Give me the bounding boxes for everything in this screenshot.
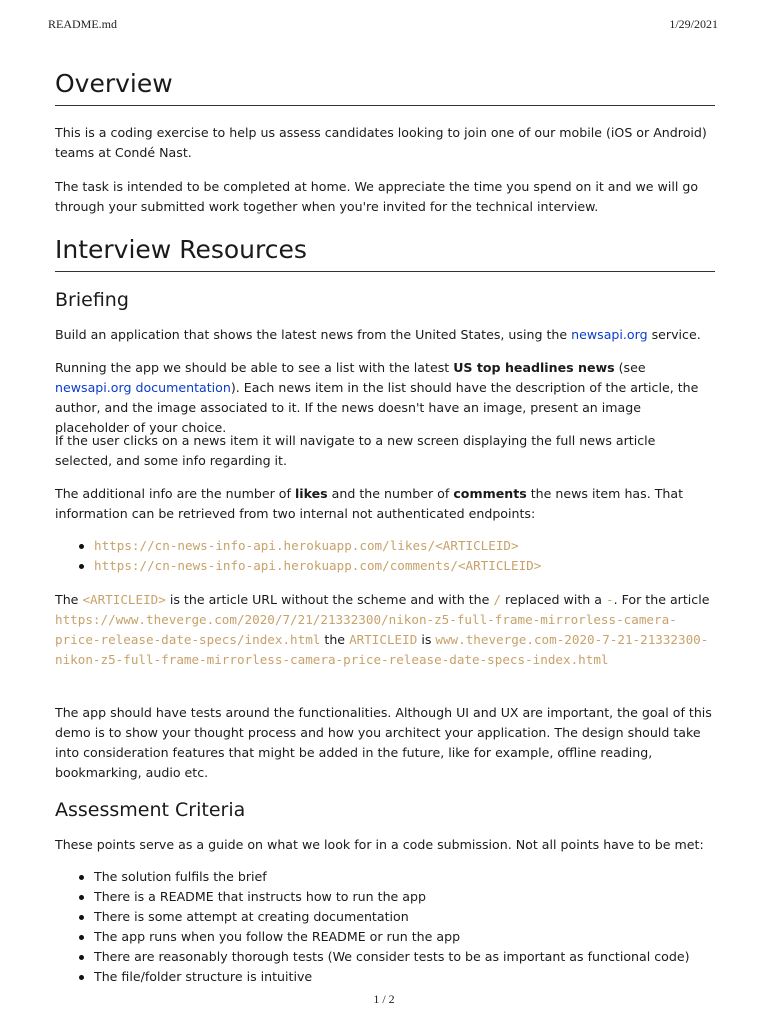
briefing-paragraph-6: The app should have tests around the functionalities. Although UI and UX are important, the goal of this demo is to show your thought process and how you architect your application. The design should take into consideration features that might be added in the future, like for example, offline reading, bookmarking, audio etc. — [55, 705, 712, 780]
newsapi-documentation-link[interactable]: newsapi.org documentation — [55, 380, 231, 395]
briefing-paragraph-1: Build an application that shows the latest news from the United States, using the newsapi.org service. — [55, 327, 701, 342]
print-date: 1/29/2021 — [669, 17, 718, 31]
overview-paragraph-2: The task is intended to be completed at home. We appreciate the time you spend on it and we will go through your submitted work together when you're invited for the technical interview. — [55, 179, 699, 214]
print-filename: README.md — [48, 17, 117, 31]
likes-bold: likes — [294, 486, 328, 501]
interview-resources-heading: Interview Resources — [55, 235, 715, 272]
assessment-criteria-heading: Assessment Criteria — [55, 799, 246, 821]
briefing-paragraph-5: The <ARTICLEID> is the article URL without the scheme and with the / replaced with a -. For the article https://www.theverge.com/2020/7/21/21332300/nikon-z5-full-frame-mirrorless-camera-price-release-date-specs/index.html the ARTICLEID is www.theverge.com-2020-7-21-21332300-nikon-z5-full-frame-mirrorless-camera-price-release-date-specs-index.html — [55, 592, 710, 667]
briefing-paragraph-4: The additional info are the number of likes and the number of comments the news item has. That information can be retrieved from two internal not authenticated endpoints: — [55, 486, 684, 521]
briefing-paragraph-2: Running the app we should be able to see a list with the latest US top headlines news (see newsapi.org documentation). Each news item in the list should have the description of the article, the author, and the image associated to it. If the news doesn't have an image, present an image placeholder of your choice. — [55, 360, 699, 435]
overview-heading: Overview — [55, 69, 715, 106]
endpoint-comments: https://cn-news-info-api.herokuapp.com/comments/<ARTICLEID> — [77, 556, 717, 576]
criteria-item: There is some attempt at creating documentation — [77, 907, 717, 927]
example-articleid: www.theverge.com-2020-7-21-21332300-nikon-z5-full-frame-mirrorless-camera-price-release-date-specs-index.html — [55, 632, 709, 667]
newsapi-link[interactable]: newsapi.org — [571, 327, 648, 342]
criteria-intro: These points serve as a guide on what we look for in a code submission. Not all points have to be met: — [55, 837, 704, 852]
endpoint-likes: https://cn-news-info-api.herokuapp.com/likes/<ARTICLEID> — [77, 536, 717, 556]
criteria-list — [77, 867, 717, 987]
print-header — [48, 17, 718, 32]
criteria-item: There are reasonably thorough tests (We consider tests to be as important as functional code) — [77, 947, 717, 967]
endpoint-list — [77, 536, 717, 576]
example-article-url: https://www.theverge.com/2020/7/21/21332300/nikon-z5-full-frame-mirrorless-camera-price-release-date-specs/index.html — [55, 612, 677, 647]
criteria-item: The solution fulfils the brief — [77, 867, 717, 887]
criteria-item: The app runs when you follow the README or run the app — [77, 927, 717, 947]
briefing-paragraph-3: If the user clicks on a news item it will navigate to a new screen displaying the full news article selected, and some info regarding it. — [55, 433, 656, 468]
criteria-item: There is a README that instructs how to run the app — [77, 887, 717, 907]
briefing-heading: Briefing — [55, 289, 129, 311]
us-top-headlines-bold: US top headlines news — [453, 360, 615, 375]
print-page-number: 1 / 2 — [373, 992, 395, 1006]
overview-paragraph-1: This is a coding exercise to help us assess candidates looking to join one of our mobile (iOS or Android) teams at Condé Nast. — [55, 125, 707, 160]
comments-bold: comments — [453, 486, 527, 501]
articleid-code: <ARTICLEID> — [82, 592, 166, 607]
criteria-item: The file/folder structure is intuitive — [77, 967, 717, 987]
